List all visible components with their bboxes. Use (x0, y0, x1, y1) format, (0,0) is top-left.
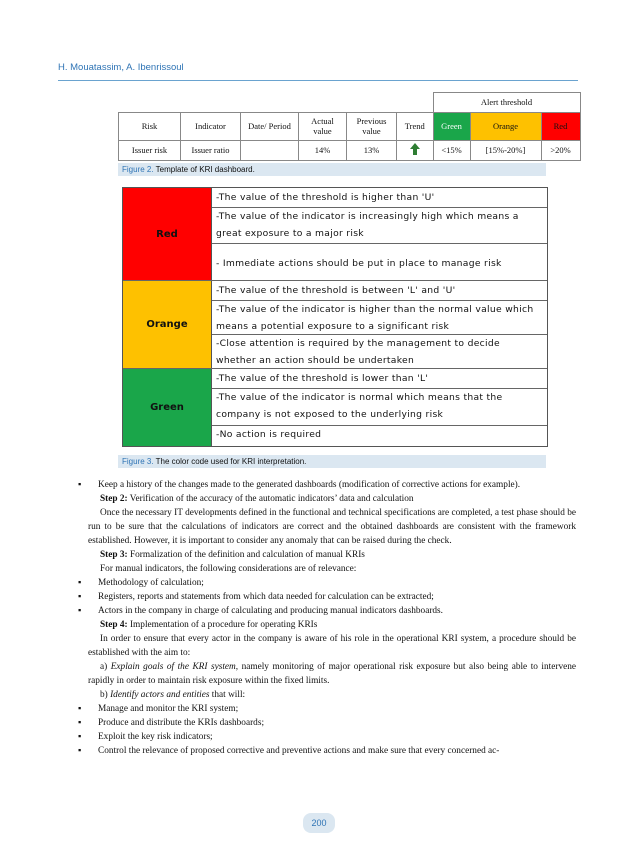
cell-green: <15% (433, 140, 470, 160)
list-item: ▪ Exploit the key risk indicators; (88, 730, 576, 744)
col-orange: Orange (470, 112, 541, 140)
col-indicator: Indicator (181, 112, 241, 140)
col-previous-value: Previous value (347, 112, 397, 140)
list-item: ▪ Manage and monitor the KRI system; (88, 702, 576, 716)
green-item-2: -The value of the indicator is normal which means that the company is not exposed to the underlying risk (216, 392, 503, 420)
page-number: 200 (303, 813, 335, 833)
step3-heading: Step 3: Formalization of the definition and calculation of manual KRIs (100, 550, 365, 560)
list-item: ▪ Actors in the company in charge of calculating and producing manual indicators dashboards. (88, 604, 576, 618)
col-date-period: Date/ Period (241, 112, 299, 140)
step2-heading: Step 2: Verification of the accuracy of the automatic indicators’ data and calculation (100, 494, 414, 504)
list-item: ▪ Methodology of calculation; (88, 576, 576, 590)
paragraph-manual: For manual indicators, the following considerations are of relevance: (100, 564, 357, 574)
cell-actual: 14% (299, 140, 347, 160)
green-item-1: -The value of the threshold is lower than 'L' (216, 373, 429, 384)
red-item-1: -The value of the threshold is higher than 'U' (216, 192, 435, 203)
figure2-caption: Figure 2. Template of KRI dashboard. (118, 163, 546, 176)
cell-risk: Issuer risk (119, 140, 181, 160)
orange-item-1: -The value of the threshold is between 'L' and 'U' (216, 285, 456, 296)
orange-item-3: -Close attention is required by the management to decide whether an action should be undertaken (216, 338, 500, 366)
list-item: ▪ Control the relevance of proposed corrective and preventive actions and make sure that every concerned ac- (88, 744, 576, 758)
green-label: Green (123, 369, 211, 446)
header-rule (58, 80, 578, 81)
up-arrow-icon (410, 143, 420, 155)
running-header: H. Mouatassim, A. Ibenrissoul (58, 62, 184, 73)
step4-heading: Step 4: Implementation of a procedure for operating KRIs (100, 620, 318, 630)
figure3-caption: Figure 3. The color code used for KRI interpretation. (118, 455, 546, 468)
col-trend: Trend (397, 112, 434, 140)
cell-previous: 13% (347, 140, 397, 160)
orange-label: Orange (123, 281, 211, 368)
kri-dashboard-template (118, 92, 581, 161)
paragraph-procedure: In order to ensure that every actor in the company is aware of his role in the operational KRI system, a procedure should be established with the aim to: (88, 634, 576, 658)
list-item: ▪ Registers, reports and statements from which data needed for calculation can be extracted; (88, 590, 576, 604)
cell-date (241, 140, 299, 160)
red-item-2: -The value of the indicator is increasingly high which means a great exposure to a major risk (216, 211, 519, 239)
color-code-table (122, 187, 548, 447)
cell-orange: [15%-20%] (470, 140, 541, 160)
red-label: Red (123, 188, 211, 280)
item-a: a) Explain goals of the KRI system, namely monitoring of major operational risk exposure but also being able to intervene rapidly in order to maintain risk exposure within the fixed limits. (88, 662, 577, 686)
orange-item-2: -The value of the indicator is higher than the normal value which means a potential exposure to a significant risk (216, 304, 534, 332)
col-green: Green (433, 112, 470, 140)
green-item-3: -No action is required (216, 429, 322, 440)
list-item: ▪ Produce and distribute the KRIs dashboards; (88, 716, 576, 730)
col-red: Red (541, 112, 580, 140)
col-risk: Risk (119, 112, 181, 140)
bullet-history: ▪ Keep a history of the changes made to the generated dashboards (modification of corrective actions for example). (88, 478, 576, 492)
item-b: b) Identify actors and entities that will: (100, 690, 246, 700)
alert-threshold-header: Alert threshold (433, 93, 580, 113)
cell-red: >20% (541, 140, 580, 160)
body-text (88, 478, 576, 758)
red-item-3: - Immediate actions should be put in place to manage risk (216, 258, 502, 269)
col-actual-value: Actual value (299, 112, 347, 140)
paragraph-verification: Once the necessary IT developments defined in the functional and technical specifications are completed, a test phase should be run to be sure that the calculations of indicators are correct and the obtained dashboards are consistent with the framework established. However, it is important to consider any anomaly that can be raised during the check. (88, 508, 576, 546)
cell-trend (397, 140, 434, 160)
cell-indicator: Issuer ratio (181, 140, 241, 160)
